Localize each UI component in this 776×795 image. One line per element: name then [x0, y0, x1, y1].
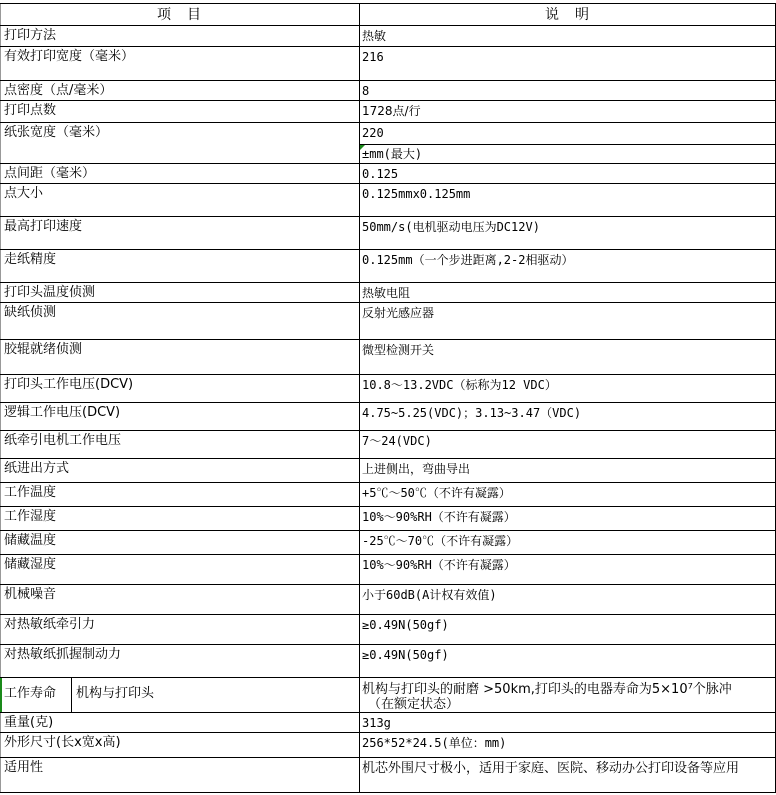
table-row — [0, 531, 775, 555]
row-value — [360, 303, 775, 339]
row-value — [360, 217, 775, 249]
row-value-line: （在额定状态） — [368, 697, 460, 712]
row-item: 机械噪音 — [0, 585, 360, 614]
row-value — [360, 645, 775, 677]
table-row — [0, 283, 775, 303]
row-value-line: 上进侧出，弯曲导出 — [362, 462, 471, 476]
row-value-line: 4.75~5.25(VDC)；3.13~3.47（VDC) — [362, 406, 582, 420]
row-item: 外形尺寸(长x宽x高) — [0, 733, 360, 757]
table-row — [0, 375, 775, 403]
table-row — [0, 217, 775, 250]
table-row — [0, 645, 775, 678]
table-row — [0, 81, 775, 101]
row-value-line: 220 — [362, 126, 384, 140]
row-value — [360, 758, 775, 792]
table-row — [0, 164, 775, 184]
row-value-line: 10.8～13.2VDC（标称为12 VDC） — [362, 378, 557, 392]
header-item: 项 目 — [0, 4, 360, 25]
row-item: 纸张宽度（毫米） — [0, 123, 360, 163]
row-value-line: 0.125 — [362, 167, 399, 181]
table-row — [0, 431, 775, 459]
table-row — [0, 713, 775, 733]
table-row — [0, 585, 775, 615]
table-row — [0, 184, 775, 217]
table-row — [0, 678, 775, 713]
row-value-line: ≥0.49N(50gf) — [362, 648, 449, 662]
table-row — [0, 340, 775, 375]
row-item: 工作寿命 — [0, 678, 72, 712]
row-value — [360, 81, 775, 100]
row-item: 打印方法 — [0, 26, 360, 46]
row-item: 纸进出方式 — [0, 459, 360, 482]
row-value-line: 50mm/s(电机驱动电压为DC12V) — [362, 220, 540, 234]
row-value — [360, 507, 775, 530]
row-item: 缺纸侦测 — [0, 303, 360, 339]
table-row — [0, 101, 775, 123]
row-item: 对热敏纸抓握制动力 — [0, 645, 360, 677]
row-item: 对热敏纸牵引力 — [0, 615, 360, 644]
row-value-line: 微型检测开关 — [362, 343, 435, 357]
table-header — [0, 3, 775, 26]
row-item: 胶辊就绪侦测 — [0, 340, 360, 374]
row-value-line: +5℃～50℃（不许有凝露） — [362, 486, 511, 500]
row-value — [360, 678, 775, 712]
row-value-line: ±mm(最大) — [360, 144, 775, 162]
row-value-line: 0.125mmx0.125mm — [362, 187, 471, 201]
row-item: 打印头工作电压(DCV) — [0, 375, 360, 402]
row-value — [360, 483, 775, 506]
row-value — [360, 713, 775, 732]
row-item: 最高打印速度 — [0, 217, 360, 249]
row-value-line: 8 — [362, 84, 370, 98]
row-value-line: 0.125mm（一个步进距离,2-2相驱动） — [362, 253, 574, 267]
row-item: 纸牵引电机工作电压 — [0, 431, 360, 458]
row-item: 储藏湿度 — [0, 555, 360, 584]
row-value — [360, 101, 775, 122]
row-value — [360, 47, 775, 80]
table-row — [0, 555, 775, 585]
row-item: 走纸精度 — [0, 250, 360, 282]
row-subitem: 机构与打印头 — [76, 686, 155, 701]
table-row — [0, 123, 775, 164]
row-value — [360, 459, 775, 482]
row-value-line: 10%～90%RH（不许有凝露） — [362, 510, 516, 524]
row-value-line: ≥0.49N(50gf) — [362, 618, 449, 632]
row-value-line: 313g — [362, 716, 391, 730]
row-value — [360, 375, 775, 402]
table-row — [0, 26, 775, 47]
row-value-line: 216 — [362, 50, 384, 64]
table-row — [0, 47, 775, 81]
row-value-line: 热敏电阻 — [362, 286, 411, 300]
cell-comment-marker — [360, 145, 365, 150]
row-value-line: 机构与打印头的耐磨 >50km,打印头的电器寿命为5×10⁷个脉冲 — [362, 682, 732, 697]
row-value — [360, 531, 775, 554]
row-item: 重量(克) — [0, 713, 360, 732]
row-value-line: 10%～90%RH（不许有凝露） — [362, 558, 516, 572]
row-value-line: 7～24(VDC) — [362, 434, 432, 448]
row-value-line: 热敏 — [362, 29, 387, 43]
row-value — [360, 250, 775, 282]
table-row — [0, 615, 775, 645]
row-item: 打印点数 — [0, 101, 360, 122]
row-item: 工作湿度 — [0, 507, 360, 530]
row-item: 工作温度 — [0, 483, 360, 506]
table-row — [0, 483, 775, 507]
table-row — [0, 250, 775, 283]
row-value — [360, 403, 775, 430]
row-item: 适用性 — [0, 758, 360, 792]
row-value — [360, 26, 775, 46]
row-item: 点大小 — [0, 184, 360, 216]
table-row — [0, 733, 775, 758]
row-value-line: 1728点/行 — [362, 104, 421, 118]
row-item: 点间距（毫米） — [0, 164, 360, 183]
table-row — [0, 459, 775, 483]
table-row — [0, 403, 775, 431]
row-value-line: 机芯外围尺寸极小，适用于家庭、医院、移动办公打印设备等应用 — [362, 761, 740, 776]
row-value — [360, 283, 775, 302]
row-value — [360, 184, 775, 216]
header-description: 说 明 — [545, 7, 590, 23]
row-value — [360, 431, 775, 458]
row-value-line: 256*52*24.5(单位：mm) — [362, 736, 507, 750]
row-value-line: -25℃～70℃（不许有凝露） — [362, 534, 519, 548]
row-item: 储藏温度 — [0, 531, 360, 554]
row-value-line: 反射光感应器 — [362, 306, 435, 320]
row-value-line: 小于60dB(A计权有效值) — [362, 588, 497, 602]
row-value — [360, 733, 775, 757]
cell-selection-marker — [0, 678, 2, 712]
table-row — [0, 303, 775, 340]
row-value — [360, 164, 775, 183]
row-value — [360, 123, 775, 163]
row-item — [0, 678, 360, 712]
table-row — [0, 758, 775, 793]
row-item: 点密度（点/毫米） — [0, 81, 360, 100]
row-value — [360, 555, 775, 584]
row-item: 逻辑工作电压(DCV) — [0, 403, 360, 430]
table-row — [0, 507, 775, 531]
row-item: 有效打印宽度（毫米） — [0, 47, 360, 80]
row-value — [360, 585, 775, 614]
row-value — [360, 340, 775, 374]
row-value — [360, 615, 775, 644]
row-item: 打印头温度侦测 — [0, 283, 360, 302]
